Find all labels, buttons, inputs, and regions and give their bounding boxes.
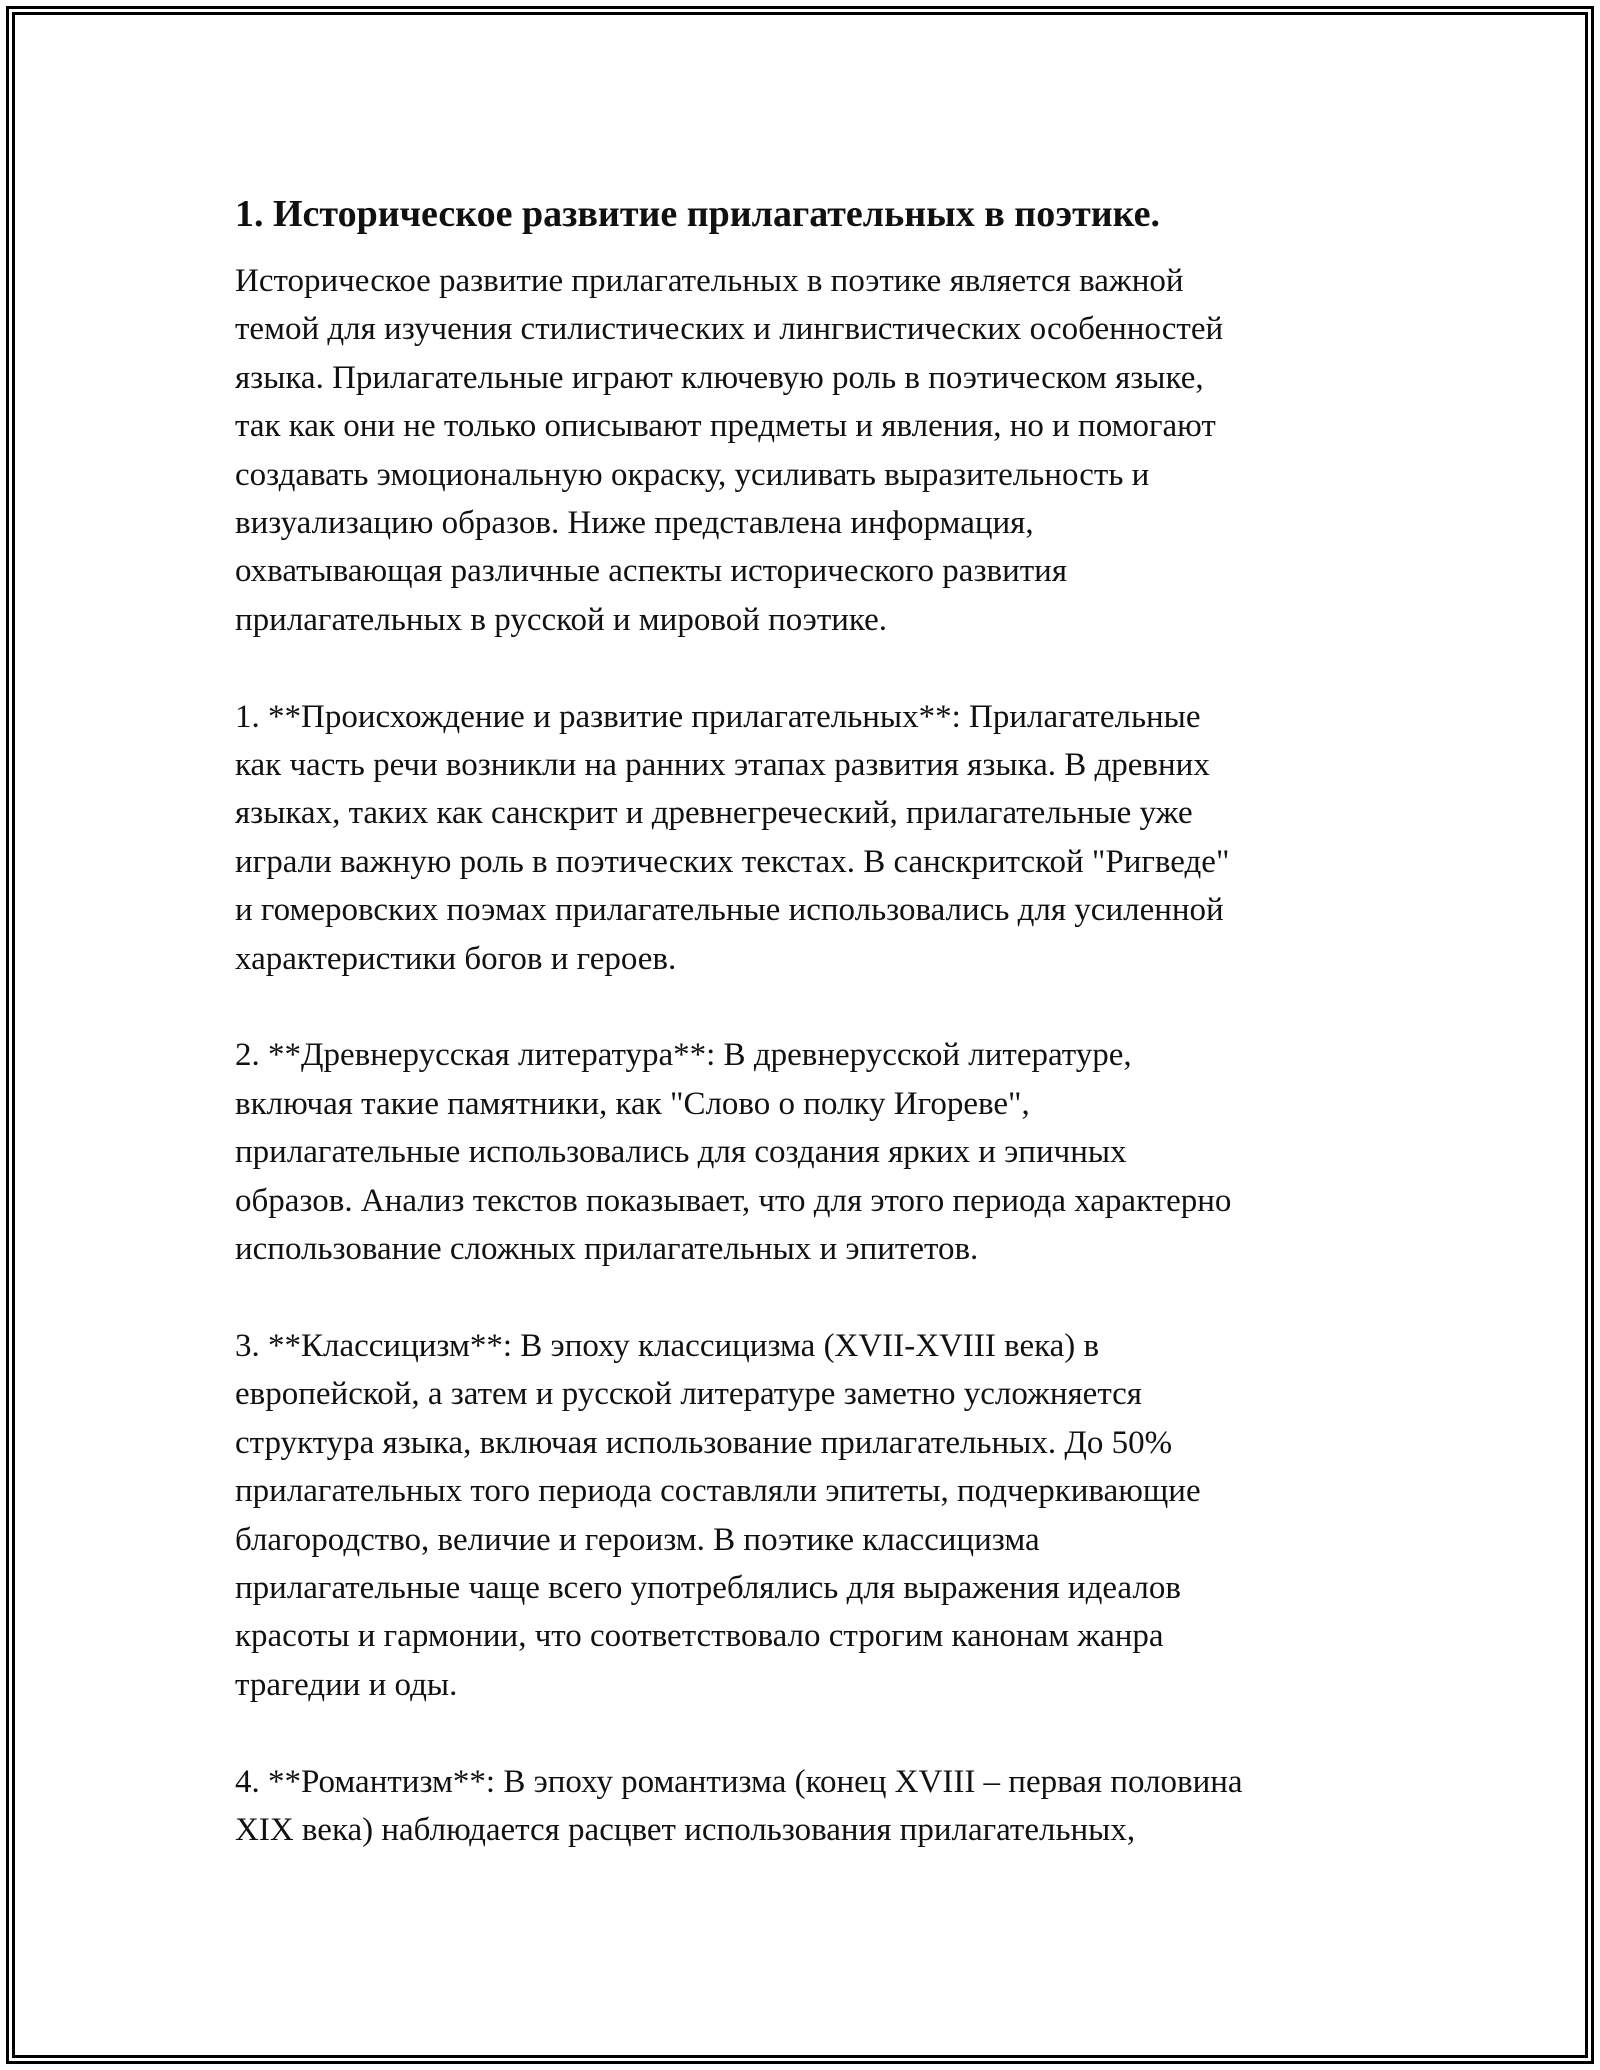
text-line: играли важную роль в поэтических текстах. В санскритской "Ригведе"	[235, 843, 1230, 880]
text-line: образов. Анализ текстов показывает, что для этого периода характерно	[235, 1182, 1232, 1219]
paragraph-intro	[235, 257, 1375, 644]
text-line: европейской, а затем и русской литературе заметно усложняется	[235, 1376, 1142, 1413]
text-line: создавать эмоциональную окраску, усиливать выразительность и	[235, 456, 1150, 493]
paragraph-text	[235, 693, 1375, 983]
paragraph-old-russian	[235, 1031, 1375, 1273]
text-line: использование сложных прилагательных и эпитетов.	[235, 1231, 979, 1268]
paragraph-text	[235, 257, 1375, 644]
text-line: 2. **Древнерусская литература**: В древнерусской литературе,	[235, 1037, 1132, 1074]
text-line: 3. **Классицизм**: В эпоху классицизма (XVII-XVIII века) в	[235, 1327, 1100, 1364]
paragraph-romanticism	[235, 1758, 1375, 1855]
paragraph-text	[235, 1322, 1375, 1709]
text-line: благородство, величие и героизм. В поэтике классицизма	[235, 1521, 1040, 1558]
document-body	[235, 185, 1375, 1854]
text-line: охватывающая различные аспекты исторического развития	[235, 553, 1067, 590]
text-line: трагедии и оды.	[235, 1666, 458, 1703]
text-line: и гомеровских поэмах прилагательные использовались для усиленной	[235, 892, 1224, 929]
text-line: как часть речи возникли на ранних этапах развития языка. В древних	[235, 747, 1210, 784]
text-line: XIX века) наблюдается расцвет использования прилагательных,	[235, 1811, 1136, 1848]
text-line: прилагательные использовались для создания ярких и эпичных	[235, 1134, 1127, 1171]
text-line: структура языка, включая использование прилагательных. До 50%	[235, 1424, 1173, 1461]
document-title: 1. Историческое развитие прилагательных в поэтике.	[235, 193, 1160, 235]
text-line: визуализацию образов. Ниже представлена информация,	[235, 505, 1034, 542]
text-line: прилагательных в русской и мировой поэтике.	[235, 601, 888, 638]
paragraph-origin	[235, 693, 1375, 983]
text-line: так как они не только описывают предметы и явления, но и помогают	[235, 408, 1216, 445]
text-line: 1. **Происхождение и развитие прилагательных**: Прилагательные	[235, 698, 1201, 735]
text-line: языках, таких как санскрит и древнегреческий, прилагательные уже	[235, 795, 1193, 832]
text-line: характеристики богов и героев.	[235, 940, 677, 977]
paragraph-text	[235, 1758, 1375, 1855]
paragraph-classicism	[235, 1322, 1375, 1709]
paragraph-text	[235, 1031, 1375, 1273]
text-line: включая такие памятники, как "Слово о полку Игореве",	[235, 1085, 1030, 1122]
text-line: темой для изучения стилистических и лингвистических особенностей	[235, 311, 1224, 348]
text-line: Историческое развитие прилагательных в поэтике является важной	[235, 263, 1184, 299]
text-line: красоты и гармонии, что соответствовало строгим канонам жанра	[235, 1618, 1164, 1655]
text-line: прилагательных того периода составляли эпитеты, подчеркивающие	[235, 1473, 1201, 1510]
text-line: прилагательные чаще всего употреблялись для выражения идеалов	[235, 1569, 1181, 1606]
text-line: 4. **Романтизм**: В эпоху романтизма (конец XVIII – первая половина	[235, 1763, 1243, 1800]
text-line: языка. Прилагательные играют ключевую роль в поэтическом языке,	[235, 359, 1204, 396]
